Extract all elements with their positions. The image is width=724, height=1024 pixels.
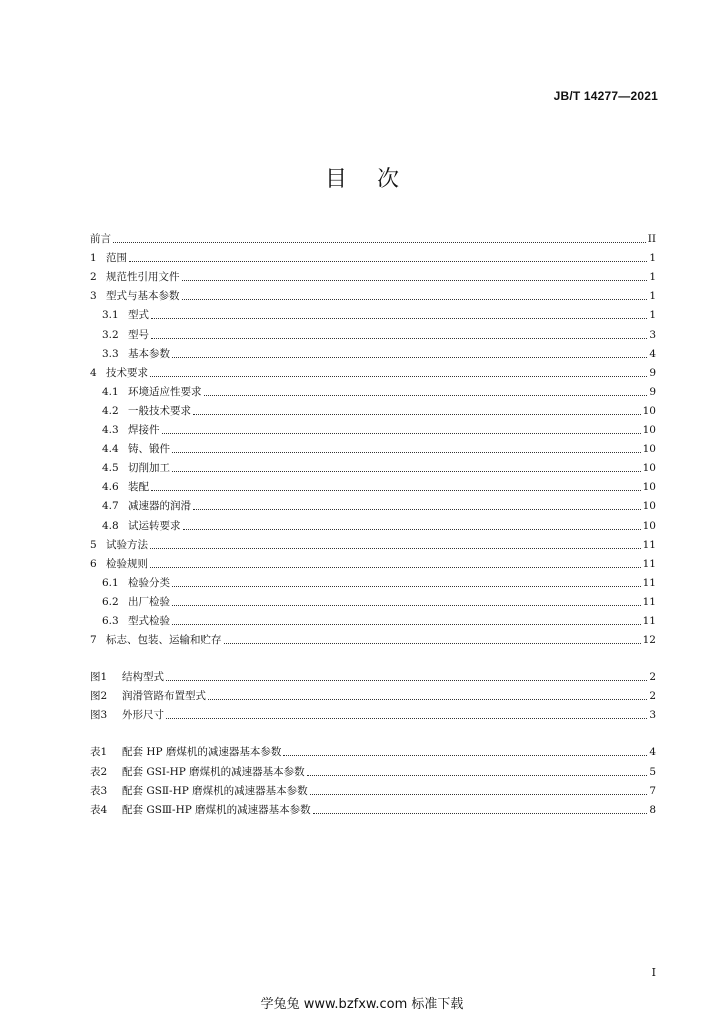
toc-number: 1 <box>90 252 97 265</box>
toc-page: 1 <box>649 290 656 303</box>
dot-leader <box>307 775 648 776</box>
table-page: 4 <box>649 746 656 759</box>
toc-number: 3.1 <box>102 309 119 322</box>
table-label: 配套 HP 磨煤机的减速器基本参数 <box>122 746 282 759</box>
toc-page: 11 <box>642 614 656 627</box>
toc-number: 4.1 <box>102 385 119 398</box>
dot-leader <box>182 280 648 281</box>
table-number: 表4 <box>90 803 108 816</box>
figure-page: 2 <box>649 671 656 684</box>
toc-row[interactable] <box>90 360 656 379</box>
toc-row[interactable] <box>90 493 656 512</box>
dot-leader <box>150 376 647 377</box>
toc-row[interactable] <box>90 226 656 245</box>
toc-page: II <box>647 233 656 246</box>
toc-label: 出厂检验 <box>128 595 170 608</box>
page-number: I <box>651 966 656 979</box>
toc-page: 11 <box>642 595 656 608</box>
dot-leader <box>172 586 641 587</box>
dot-leader <box>224 643 641 644</box>
toc-page: 11 <box>642 576 656 589</box>
toc-number: 6.3 <box>102 614 119 627</box>
figure-page: 2 <box>649 690 656 703</box>
toc-label: 检验规则 <box>106 557 148 570</box>
toc-row[interactable] <box>90 455 656 474</box>
toc-label: 减速器的润滑 <box>128 500 191 513</box>
toc-label: 铸、锻件 <box>128 443 170 456</box>
toc-page: 1 <box>649 309 656 322</box>
toc-row[interactable] <box>90 589 656 608</box>
toc-page: 10 <box>642 443 656 456</box>
toc-row[interactable] <box>90 302 656 321</box>
toc-number: 7 <box>90 634 97 647</box>
page-title: 目次 <box>324 167 429 192</box>
toc-number: 4.5 <box>102 462 119 475</box>
toc-number: 4.3 <box>102 424 119 437</box>
dot-leader <box>283 755 647 756</box>
figure-number: 图1 <box>90 671 108 684</box>
toc-page: 10 <box>642 481 656 494</box>
figure-row[interactable] <box>90 664 656 683</box>
dot-leader <box>182 299 648 300</box>
dot-leader <box>313 813 648 814</box>
toc-row[interactable] <box>90 608 656 627</box>
toc-page: 9 <box>649 385 656 398</box>
toc-row[interactable] <box>90 398 656 417</box>
dot-leader <box>204 395 648 396</box>
toc-label: 焊接件 <box>128 424 160 437</box>
toc-page: 9 <box>649 366 656 379</box>
toc-label: 检验分类 <box>128 576 170 589</box>
toc-row[interactable] <box>90 570 656 589</box>
toc-number: 4.4 <box>102 443 119 456</box>
toc-figures <box>90 664 656 721</box>
toc-label: 试验方法 <box>106 538 148 551</box>
table-number: 表1 <box>90 746 108 759</box>
toc-number: 6.2 <box>102 595 119 608</box>
table-page: 7 <box>649 784 656 797</box>
toc-row[interactable] <box>90 417 656 436</box>
toc-number: 3.2 <box>102 328 119 341</box>
toc-label: 标志、包装、运输和贮存 <box>106 634 222 647</box>
table-row[interactable] <box>90 778 656 797</box>
dot-leader <box>113 242 646 243</box>
table-page: 5 <box>649 765 656 778</box>
toc-label: 型式检验 <box>128 614 170 627</box>
toc-page: 10 <box>642 500 656 513</box>
toc-tables <box>90 739 656 815</box>
toc-row[interactable] <box>90 627 656 646</box>
toc-row[interactable] <box>90 379 656 398</box>
figure-number: 图3 <box>90 709 108 722</box>
toc-row[interactable] <box>90 532 656 551</box>
table-page: 8 <box>649 803 656 816</box>
toc-number: 3 <box>90 290 97 303</box>
figure-row[interactable] <box>90 683 656 702</box>
toc-label: 试运转要求 <box>128 519 181 532</box>
toc-page: 11 <box>642 557 656 570</box>
table-of-contents <box>90 226 656 816</box>
toc-label: 基本参数 <box>128 347 170 360</box>
dot-leader <box>172 471 641 472</box>
toc-row[interactable] <box>90 321 656 340</box>
dot-leader <box>150 548 641 549</box>
dot-leader <box>166 680 647 681</box>
dot-leader <box>172 624 641 625</box>
toc-row[interactable] <box>90 283 656 302</box>
toc-number: 4.6 <box>102 481 119 494</box>
toc-label: 装配 <box>128 481 149 494</box>
toc-number: 5 <box>90 538 97 551</box>
table-label: 配套 GSⅢ-HP 磨煤机的减速器基本参数 <box>122 803 311 816</box>
toc-number: 6.1 <box>102 576 119 589</box>
table-number: 表2 <box>90 765 108 778</box>
figure-label: 外形尺寸 <box>122 709 164 722</box>
toc-page: 1 <box>649 271 656 284</box>
figure-row[interactable] <box>90 702 656 721</box>
toc-row[interactable] <box>90 551 656 570</box>
table-row[interactable] <box>90 739 656 758</box>
toc-number: 4.2 <box>102 404 119 417</box>
dot-leader <box>150 567 641 568</box>
dot-leader <box>172 605 641 606</box>
toc-label: 一般技术要求 <box>128 404 191 417</box>
toc-number: 4.8 <box>102 519 119 532</box>
toc-row[interactable] <box>90 512 656 531</box>
dot-leader <box>129 261 647 262</box>
toc-label: 技术要求 <box>106 366 148 379</box>
toc-page: 10 <box>642 404 656 417</box>
toc-label: 范围 <box>106 252 127 265</box>
dot-leader <box>183 529 641 530</box>
dot-leader <box>172 452 641 453</box>
toc-label: 前言 <box>90 233 111 246</box>
dot-leader <box>310 794 648 795</box>
figure-label: 润滑管路布置型式 <box>122 690 206 703</box>
toc-page: 10 <box>642 424 656 437</box>
figure-page: 3 <box>649 709 656 722</box>
toc-number: 2 <box>90 271 97 284</box>
standard-code: JB/T 14277—2021 <box>553 89 658 103</box>
toc-label: 型号 <box>128 328 149 341</box>
toc-number: 3.3 <box>102 347 119 360</box>
toc-row[interactable] <box>90 341 656 360</box>
toc-label: 型式 <box>128 309 149 322</box>
toc-page: 4 <box>649 347 656 360</box>
dot-leader <box>172 357 647 358</box>
toc-page: 10 <box>642 462 656 475</box>
table-number: 表3 <box>90 784 108 797</box>
dot-leader <box>162 433 641 434</box>
toc-page: 12 <box>642 634 656 647</box>
toc-label: 型式与基本参数 <box>106 290 180 303</box>
dot-leader <box>151 338 647 339</box>
toc-number: 4 <box>90 366 97 379</box>
toc-row[interactable] <box>90 245 656 264</box>
table-row[interactable] <box>90 797 656 816</box>
figure-number: 图2 <box>90 690 108 703</box>
dot-leader <box>193 509 641 510</box>
dot-leader <box>151 490 641 491</box>
table-label: 配套 GSⅠ-HP 磨煤机的减速器基本参数 <box>122 765 305 778</box>
figure-label: 结构型式 <box>122 671 164 684</box>
dot-leader <box>151 318 647 319</box>
toc-label: 切削加工 <box>128 462 170 475</box>
dot-leader <box>193 414 641 415</box>
toc-page: 10 <box>642 519 656 532</box>
toc-label: 规范性引用文件 <box>106 271 180 284</box>
toc-number: 6 <box>90 557 97 570</box>
dot-leader <box>208 699 647 700</box>
toc-number: 4.7 <box>102 500 119 513</box>
dot-leader <box>166 718 647 719</box>
toc-page: 11 <box>642 538 656 551</box>
footer-watermark: 学兔兔 www.bzfxw.com 标准下载 <box>260 997 464 1012</box>
toc-row[interactable] <box>90 474 656 493</box>
toc-entries <box>90 226 656 646</box>
toc-page: 1 <box>649 252 656 265</box>
toc-row[interactable] <box>90 264 656 283</box>
toc-page: 3 <box>649 328 656 341</box>
table-label: 配套 GSⅡ-HP 磨煤机的减速器基本参数 <box>122 784 308 797</box>
toc-row[interactable] <box>90 436 656 455</box>
toc-label: 环境适应性要求 <box>128 385 202 398</box>
table-row[interactable] <box>90 758 656 777</box>
